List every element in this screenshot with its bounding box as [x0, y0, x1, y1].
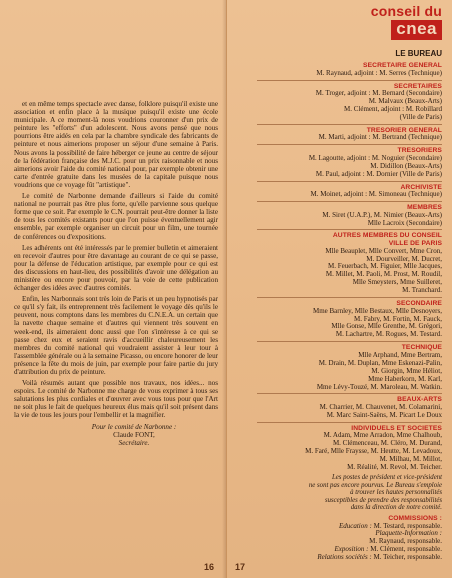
paragraph: Le comité de Narbonne demande d'ailleurs si l'aide du comité national ne pourrait pas être plus forte, qu'elle parvienne sous quelque forme que ce soit. Par exemple le C.N. pourrait peut-être donner la liste de tous les comités existants pour que l'on puisse éventuellement agir ensemble, par exemple organiser un circuit pour un film, une tournée de conférences ou d'expositions. — [14, 192, 218, 241]
cnea-logo — [391, 20, 442, 40]
section-individuels — [237, 425, 446, 472]
commission-label: Relations sociétés : — [317, 553, 372, 562]
divider — [257, 297, 442, 298]
section-heading: COMMISSIONS : — [388, 514, 442, 522]
member-line: M. Clément, adjoint : M. Robillard — [344, 104, 442, 113]
member-line: M. Paul, adjoint : M. Dornier (Ville de Paris) — [315, 169, 442, 178]
member-line: M. Dourveiller, M. Ducret, — [366, 254, 442, 263]
member-line: M. Moinet, adjoint : M. Simoneau (Technique) — [310, 190, 442, 199]
member-line: M. Didillon (Beaux-Arts) — [370, 161, 442, 170]
note-line: susceptibles de prendre des responsabilités — [324, 496, 442, 504]
bureau-heading: LE BUREAU — [395, 49, 442, 58]
member-line: M. Marc Saint-Saëns, M. Picart Le Doux — [326, 410, 442, 419]
paragraph: et en même temps spectacle avec danse, folklore puisqu'il existe une association et enfin place à la musique puisqu'il existe une école municipale. A ce moment-là nous voudrions couronner d'un prix de peinture les "efforts" d'un adolescent. Nous avons pensé que nous pourrions être aidés en cela par la chambre syndicale des fabricants de peinture et nous aimerions proposer un séjour d'une semaine à Paris. Nous avons la possibilité de faire héberger ce jeune au centre de séjour de la fédération française des M.J.C. pour un prix raisonnable et nous aimerions avoir l'aide du comité national pour, par exemple obtenir une carte d'entrée gratuite dans les musées de la capitale puisque nous voudrions que ce voyage fût "artistique". — [14, 100, 218, 189]
section-heading: INDIVIDUELS ET SOCIETES — [351, 424, 442, 432]
divider — [257, 422, 442, 423]
article-body — [14, 100, 218, 420]
section-heading: MEMBRES — [407, 204, 442, 212]
divider — [257, 124, 442, 125]
section-technique — [237, 344, 446, 391]
section-heading: SECRETAIRE GENERAL — [363, 62, 442, 69]
member-line: M. Malvaux (Beaux-Arts) — [368, 97, 442, 105]
divider — [257, 144, 442, 145]
member-line: M. Charrier, M. Chauvenet, M. Colamarini, — [319, 403, 442, 411]
section-heading: SECRETAIRES — [393, 82, 442, 90]
divider — [257, 181, 442, 182]
member-line: M. Adam, Mme Arradon, Mme Chalhoub, — [323, 431, 442, 440]
member-line: Mlle Lacroix (Secondaire) — [367, 218, 442, 227]
president-note — [237, 474, 446, 512]
member-line: M. Marti, adjoint : M. Bertrand (Technique) — [318, 133, 442, 142]
section-heading: ARCHIVISTE — [400, 183, 442, 191]
section-heading: TECHNIQUE — [401, 344, 442, 352]
member-line: M. Troger, adjoint : M. Bernard (Secondaire) — [315, 89, 442, 98]
paragraph: Enfin, les Narbonnais sont très loin de Paris et un peu hypnotisés par ce qu'il s'y fait, ils entreprennent très facilement le voyage dès qu'ils le peuvent, nous comptons dans les membres du C.N.E.A. un certain que la navette chaque semaine et d'autres qui viennent très souvent en week-end, ils aimeraient donc aussi que l'on s'intéresse à ce qui se passe chez eux et seraient ravis d'accueillir chaleureusement les membres du comité national qui voudraient assister à leur tour à l'assemblée générale ou à la semaine Picasso, ou encore honorer de leur présence la fête du mois de juin, par exemple pour faire partie du jury d'attribution du prix de peinture. — [14, 295, 218, 376]
member-line: M. Millet, M. Paoli, M. Prost, M. Roudil, — [325, 270, 442, 279]
commission-label: Plaquette-Information : — [375, 529, 442, 538]
member-line: Mlle Arphand, Mme Bertram, — [358, 350, 442, 359]
section-autres-membres — [237, 232, 446, 295]
divider — [257, 341, 442, 342]
signature-for: Pour le comité de Narbonne : — [91, 422, 177, 431]
section-subheading: VILLE DE PARIS — [388, 240, 442, 248]
member-line: M. Lagoutte, adjoint : M. Noguier (Secondaire) — [308, 153, 442, 162]
section-secretaires — [237, 83, 446, 122]
section-heading: TRESORIERS — [397, 147, 442, 155]
signature-role: Secrétaire. — [118, 438, 150, 447]
member-line: M. Giorgin, Mme Héliot, — [371, 366, 442, 375]
right-page — [226, 0, 452, 578]
section-secretaire-general — [237, 62, 446, 78]
member-line: M. Lachartre, M. Rogues, M. Testard. — [335, 330, 442, 339]
member-line: M. Fabry, M. Fortin, M. Fauck, — [353, 314, 442, 323]
note-line: dans la direction de notre comité. — [350, 504, 442, 512]
member-line: M. Feuerbach, M. Figuier, Mlle Jacques, — [327, 262, 442, 271]
note-line: Les postes de président et vice-président — [331, 473, 442, 481]
commission-text: M. Clément, responsable. — [368, 545, 442, 554]
member-line: M. Faré, Mlle Fraysse, M. Heutte, M. Levadoux, — [305, 447, 442, 456]
section-membres — [237, 204, 446, 227]
member-line: Mlle Smeysters, Mme Suilleret, — [352, 278, 442, 287]
section-secondaire — [237, 300, 446, 339]
note-line: à trouver les hautes personnalités — [350, 489, 442, 497]
section-tresoriers — [237, 147, 446, 178]
section-commissions — [237, 515, 446, 562]
commission-text: M. Teicher, responsable. — [371, 553, 442, 562]
commission-line — [237, 554, 442, 562]
member-line: M. Milhau, M. Millot, — [379, 455, 442, 464]
page-number-right: 17 — [235, 562, 246, 572]
masthead-title: conseil du — [370, 3, 442, 19]
section-beaux-arts — [237, 396, 446, 419]
member-line: M. Drain, M. Duplan, Mme Eskenazi-Palin, — [318, 358, 442, 367]
member-line: M. Raynaud, adjoint : M. Serres (Technique) — [316, 68, 442, 77]
commission-label: Education : — [338, 521, 372, 530]
paragraph: Voilà résumés autant que possible nos travaux, nos idées... nos espoirs. Le comité de Narbonne me charge de vous exprimer à tous ses salutations les plus cordiales et d'œuvrer avec vous tous pour que l'Art ne soit plus le fait de quelques heureux élus mais qu'il soit présent dans la vie de tous les jours pour l'embellir et la magnifier. — [14, 379, 218, 420]
masthead — [237, 4, 442, 40]
paragraph: Les adhérents ont été intéressés par le premier bulletin et aimeraient en recevoir d'autres pour être davantage au courant de ce qui se passe, pour la défense de l'éducation artistique, par exemple pour ce qui est des discussions en haut-lieu, des possibilités d'avoir une délégation au ministère ou encore pour pouvoir, par la voie de cette publication échanger des idées avec d'autres comités. — [14, 243, 218, 293]
member-line: Mlle Beauplet, Mlle Convert, Mme Cron, — [325, 246, 442, 255]
divider — [257, 229, 442, 230]
note-line: ne sont pas encore pourvus. Le Bureau s'emploie — [308, 481, 442, 489]
section-heading: BEAUX-ARTS — [397, 396, 442, 404]
section-heading: AUTRES MEMBRES DU CONSEIL — [332, 232, 442, 240]
member-line: Mlle Gonse, Mlle Grenthe, M. Grégori, — [331, 322, 442, 331]
page-number-left: 16 — [203, 562, 214, 572]
divider — [257, 80, 442, 81]
section-heading: SECONDAIRE — [396, 300, 442, 308]
member-line: M. Clémenceau, M. Cléro, M. Durand, — [332, 439, 442, 448]
member-line: Mme Barnley, Mlle Bestaux, Mlle Desnoyers, — [312, 306, 442, 315]
member-line: M. Tranchard. — [402, 286, 442, 295]
member-line: (Ville de Paris) — [399, 112, 442, 121]
cnea-logo-text: cnea — [396, 19, 437, 38]
signature-block — [50, 423, 218, 448]
member-line: Mme Haberkorn, M. Karl, — [368, 374, 442, 383]
commission-text: M. Raynaud, responsable. — [369, 537, 442, 546]
member-line: Mme Lévy-Touzé, M. Maroleau, M. Watkin. — [316, 382, 442, 391]
member-line: M. Siret (U.A.P.), M. Nimier (Beaux-Arts) — [322, 210, 442, 219]
commission-text: M. Testard, responsable. — [371, 521, 442, 530]
divider — [257, 201, 442, 202]
signature-name: Claude FONT, — [113, 430, 155, 439]
divider — [257, 393, 442, 394]
member-line: M. Réalité, M. Revol, M. Teicher. — [347, 463, 442, 472]
section-archiviste — [237, 184, 446, 200]
section-heading: TRESORIER GENERAL — [366, 126, 442, 134]
commission-label: Exposition : — [334, 545, 369, 554]
section-tresorier-general — [237, 127, 446, 143]
